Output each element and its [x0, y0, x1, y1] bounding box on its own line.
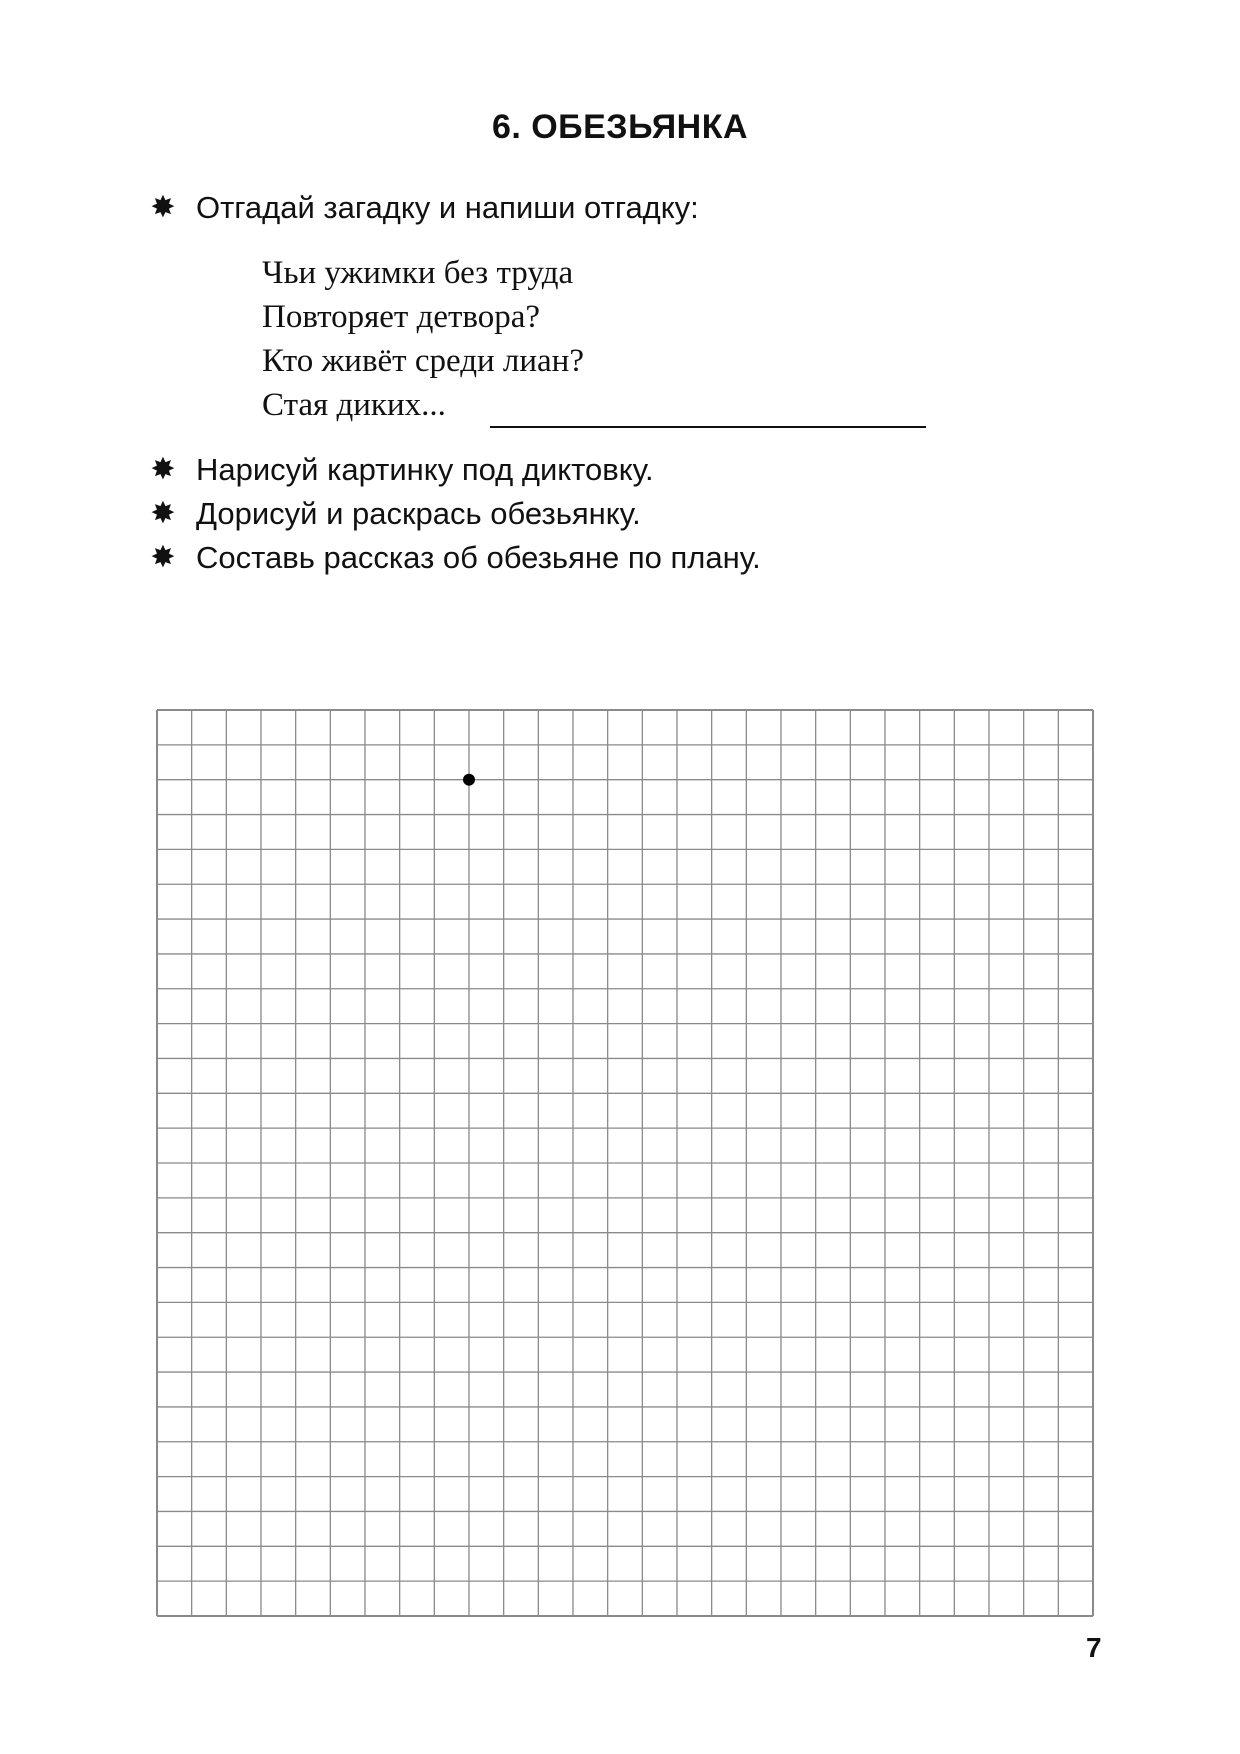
page-title: 6. ОБЕЗЬЯНКА — [491, 108, 749, 146]
star-icon: ✸ — [150, 541, 176, 574]
task-story-label: Составь рассказ об обезьяне по плану. — [196, 540, 761, 575]
riddle-line-1: Чьи ужимки без труда — [262, 255, 574, 291]
page-number: 7 — [1086, 1632, 1102, 1663]
drawing-grid[interactable] — [155, 708, 1095, 1618]
star-icon: ✸ — [150, 497, 176, 530]
answer-line[interactable] — [490, 426, 926, 428]
task-finish — [146, 496, 641, 532]
star-icon: ✸ — [150, 191, 176, 224]
task-finish-label: Дорисуй и раскрась обезьянку. — [196, 496, 641, 531]
task-draw-label: Нарисуй картинку под диктовку. — [196, 452, 654, 487]
task-story — [146, 540, 761, 576]
riddle-line-4: Стая диких... — [262, 387, 446, 423]
riddle-line-3: Кто живёт среди лиан? — [262, 343, 584, 379]
start-dot — [463, 774, 475, 786]
task-riddle — [146, 190, 699, 226]
riddle-line-2: Повторяет детвора? — [262, 299, 541, 335]
task-riddle-label: Отгадай загадку и напиши отгадку: — [196, 190, 699, 225]
task-draw — [146, 452, 654, 488]
star-icon: ✸ — [150, 453, 176, 486]
